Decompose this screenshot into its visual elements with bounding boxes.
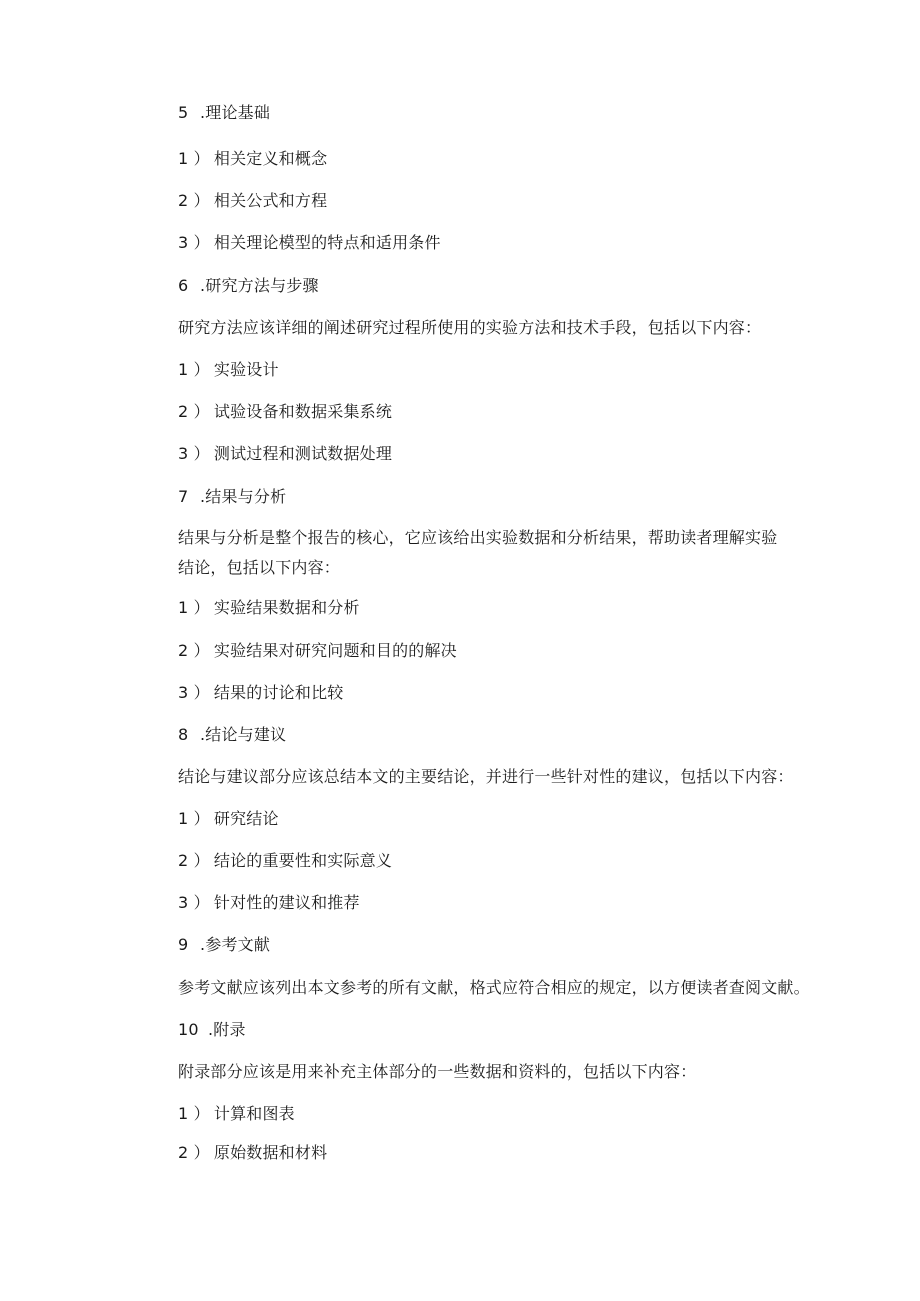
section-heading-5 [178, 102, 270, 124]
list-item [178, 232, 441, 254]
list-number: 2 ） [178, 191, 210, 210]
list-text: 实验设计 [213, 360, 279, 379]
list-item [178, 640, 457, 662]
list-text: 试验设备和数据采集系统 [213, 402, 393, 421]
list-number: 3 ） [178, 233, 210, 252]
list-item [178, 808, 279, 830]
list-number: 3 ） [178, 893, 210, 912]
section-heading-10 [178, 1019, 246, 1041]
section-number: 10 [178, 1020, 199, 1039]
list-text: 结果的讨论和比较 [213, 683, 344, 702]
section-intro: 参考文献应该列出本文参考的所有文献，格式应符合相应的规定，以方便读者查阅文献。 [178, 978, 810, 997]
list-text: 相关公式和方程 [213, 191, 328, 210]
section-number: 5 [178, 103, 189, 122]
list-item [178, 1142, 327, 1164]
list-text: 相关定义和概念 [213, 149, 328, 168]
section-title: .结论与建议 [200, 725, 287, 744]
list-item [178, 359, 279, 381]
section-title: .结果与分析 [200, 487, 287, 506]
list-number: 3 ） [178, 683, 210, 702]
list-number: 2 ） [178, 641, 210, 660]
list-item [178, 682, 343, 704]
list-text: 原始数据和材料 [213, 1143, 328, 1162]
section-title: .研究方法与步骤 [200, 276, 319, 295]
section-heading-7 [178, 486, 286, 508]
list-item [178, 850, 392, 872]
list-number: 2 ） [178, 851, 210, 870]
list-number: 1 ） [178, 598, 210, 617]
section-title: .附录 [208, 1020, 246, 1039]
list-number: 2 ） [178, 402, 210, 421]
list-item [178, 401, 392, 423]
list-text: 计算和图表 [213, 1104, 295, 1123]
list-text: 实验结果数据和分析 [213, 598, 360, 617]
section-intro: 结果与分析是整个报告的核心，它应该给出实验数据和分析结果，帮助读者理解实验结论，包括以下内容： [178, 528, 778, 577]
section-number: 6 [178, 276, 189, 295]
section-heading-6 [178, 275, 319, 297]
list-item [178, 190, 327, 212]
list-item [178, 892, 360, 914]
list-item [178, 1103, 295, 1125]
list-number: 2 ） [178, 1143, 210, 1162]
section-intro: 附录部分应该是用来补充主体部分的一些数据和资料的，包括以下内容： [178, 1062, 697, 1081]
section-number: 7 [178, 487, 189, 506]
section-number: 9 [178, 935, 189, 954]
list-text: 实验结果对研究问题和目的的解决 [213, 641, 457, 660]
list-number: 1 ） [178, 809, 210, 828]
list-item [178, 148, 327, 170]
list-number: 3 ） [178, 444, 210, 463]
list-text: 测试过程和测试数据处理 [213, 444, 393, 463]
list-number: 1 ） [178, 1104, 210, 1123]
list-text: 针对性的建议和推荐 [213, 893, 360, 912]
list-text: 研究结论 [213, 809, 279, 828]
list-number: 1 ） [178, 149, 210, 168]
list-text: 结论的重要性和实际意义 [213, 851, 393, 870]
section-intro: 结论与建议部分应该总结本文的主要结论，并进行一些针对性的建议，包括以下内容： [178, 767, 794, 786]
list-item [178, 597, 360, 619]
list-number: 1 ） [178, 360, 210, 379]
section-title: .参考文献 [200, 935, 271, 954]
section-heading-8 [178, 724, 286, 746]
section-number: 8 [178, 725, 189, 744]
list-text: 相关理论模型的特点和适用条件 [213, 233, 441, 252]
section-heading-9 [178, 934, 270, 956]
section-title: .理论基础 [200, 103, 271, 122]
section-intro: 研究方法应该详细的阐述研究过程所使用的实验方法和技术手段，包括以下内容： [178, 318, 762, 337]
list-item [178, 443, 392, 465]
